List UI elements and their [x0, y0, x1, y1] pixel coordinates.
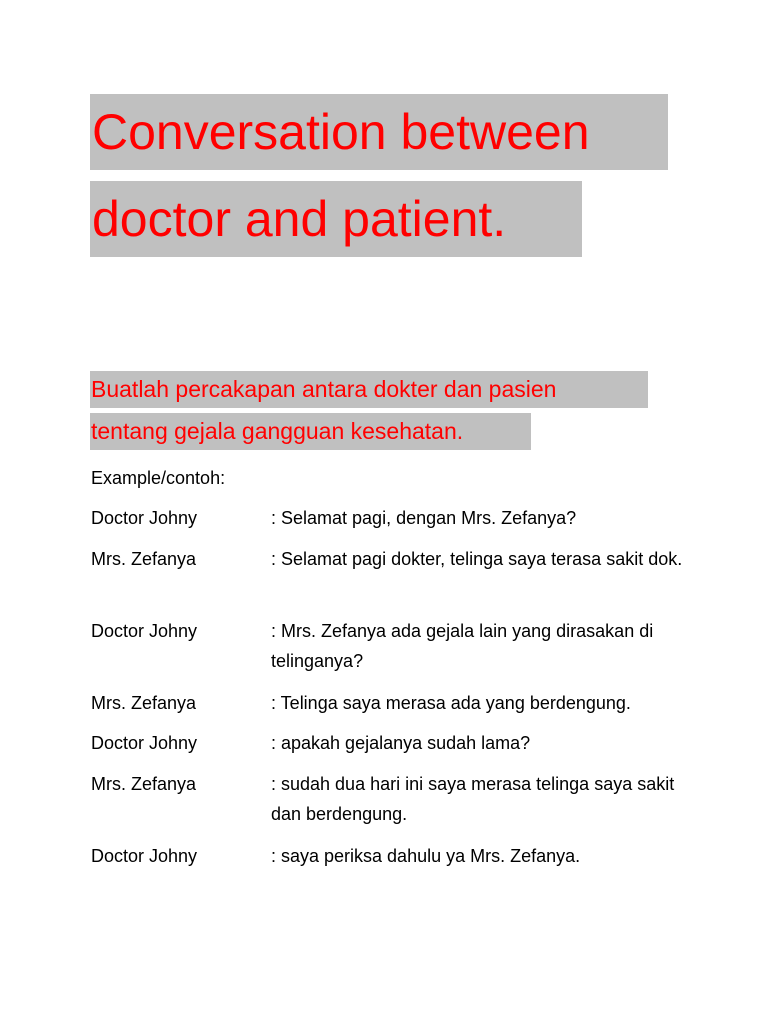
speaker-name: Mrs. Zefanya	[91, 693, 197, 713]
instruction-line-1: Buatlah percakapan antara dokter dan pasien	[90, 371, 648, 408]
title-line-2: doctor and patient.	[90, 181, 582, 257]
speaker-name: Mrs. Zefanya	[91, 774, 197, 794]
dialogue-text: : saya periksa dahulu ya Mrs. Zefanya.	[271, 846, 581, 866]
dialogue-text: : sudah dua hari ini saya merasa telinga saya sakit dan berdengung.	[271, 774, 675, 824]
speaker-name: Doctor Johny	[91, 846, 198, 866]
speaker-name: Doctor Johny	[91, 508, 198, 528]
speaker-name: Doctor Johny	[91, 621, 198, 641]
dialogue-text: : Telinga saya merasa ada yang berdengung.	[271, 693, 631, 713]
speaker-name: Mrs. Zefanya	[91, 549, 197, 569]
dialogue-text: : Mrs. Zefanya ada gejala lain yang dirasakan di telinganya?	[271, 621, 654, 671]
speaker-name: Doctor Johny	[91, 733, 198, 753]
example-label: Example/contoh:	[91, 468, 226, 488]
dialogue-text: : Selamat pagi, dengan Mrs. Zefanya?	[271, 508, 577, 528]
instruction-line-2: tentang gejala gangguan kesehatan.	[90, 413, 531, 450]
dialogue-text: : apakah gejalanya sudah lama?	[271, 733, 531, 753]
dialogue-text: : Selamat pagi dokter, telinga saya terasa sakit dok.	[271, 549, 683, 569]
title-line-1: Conversation between	[90, 94, 668, 170]
